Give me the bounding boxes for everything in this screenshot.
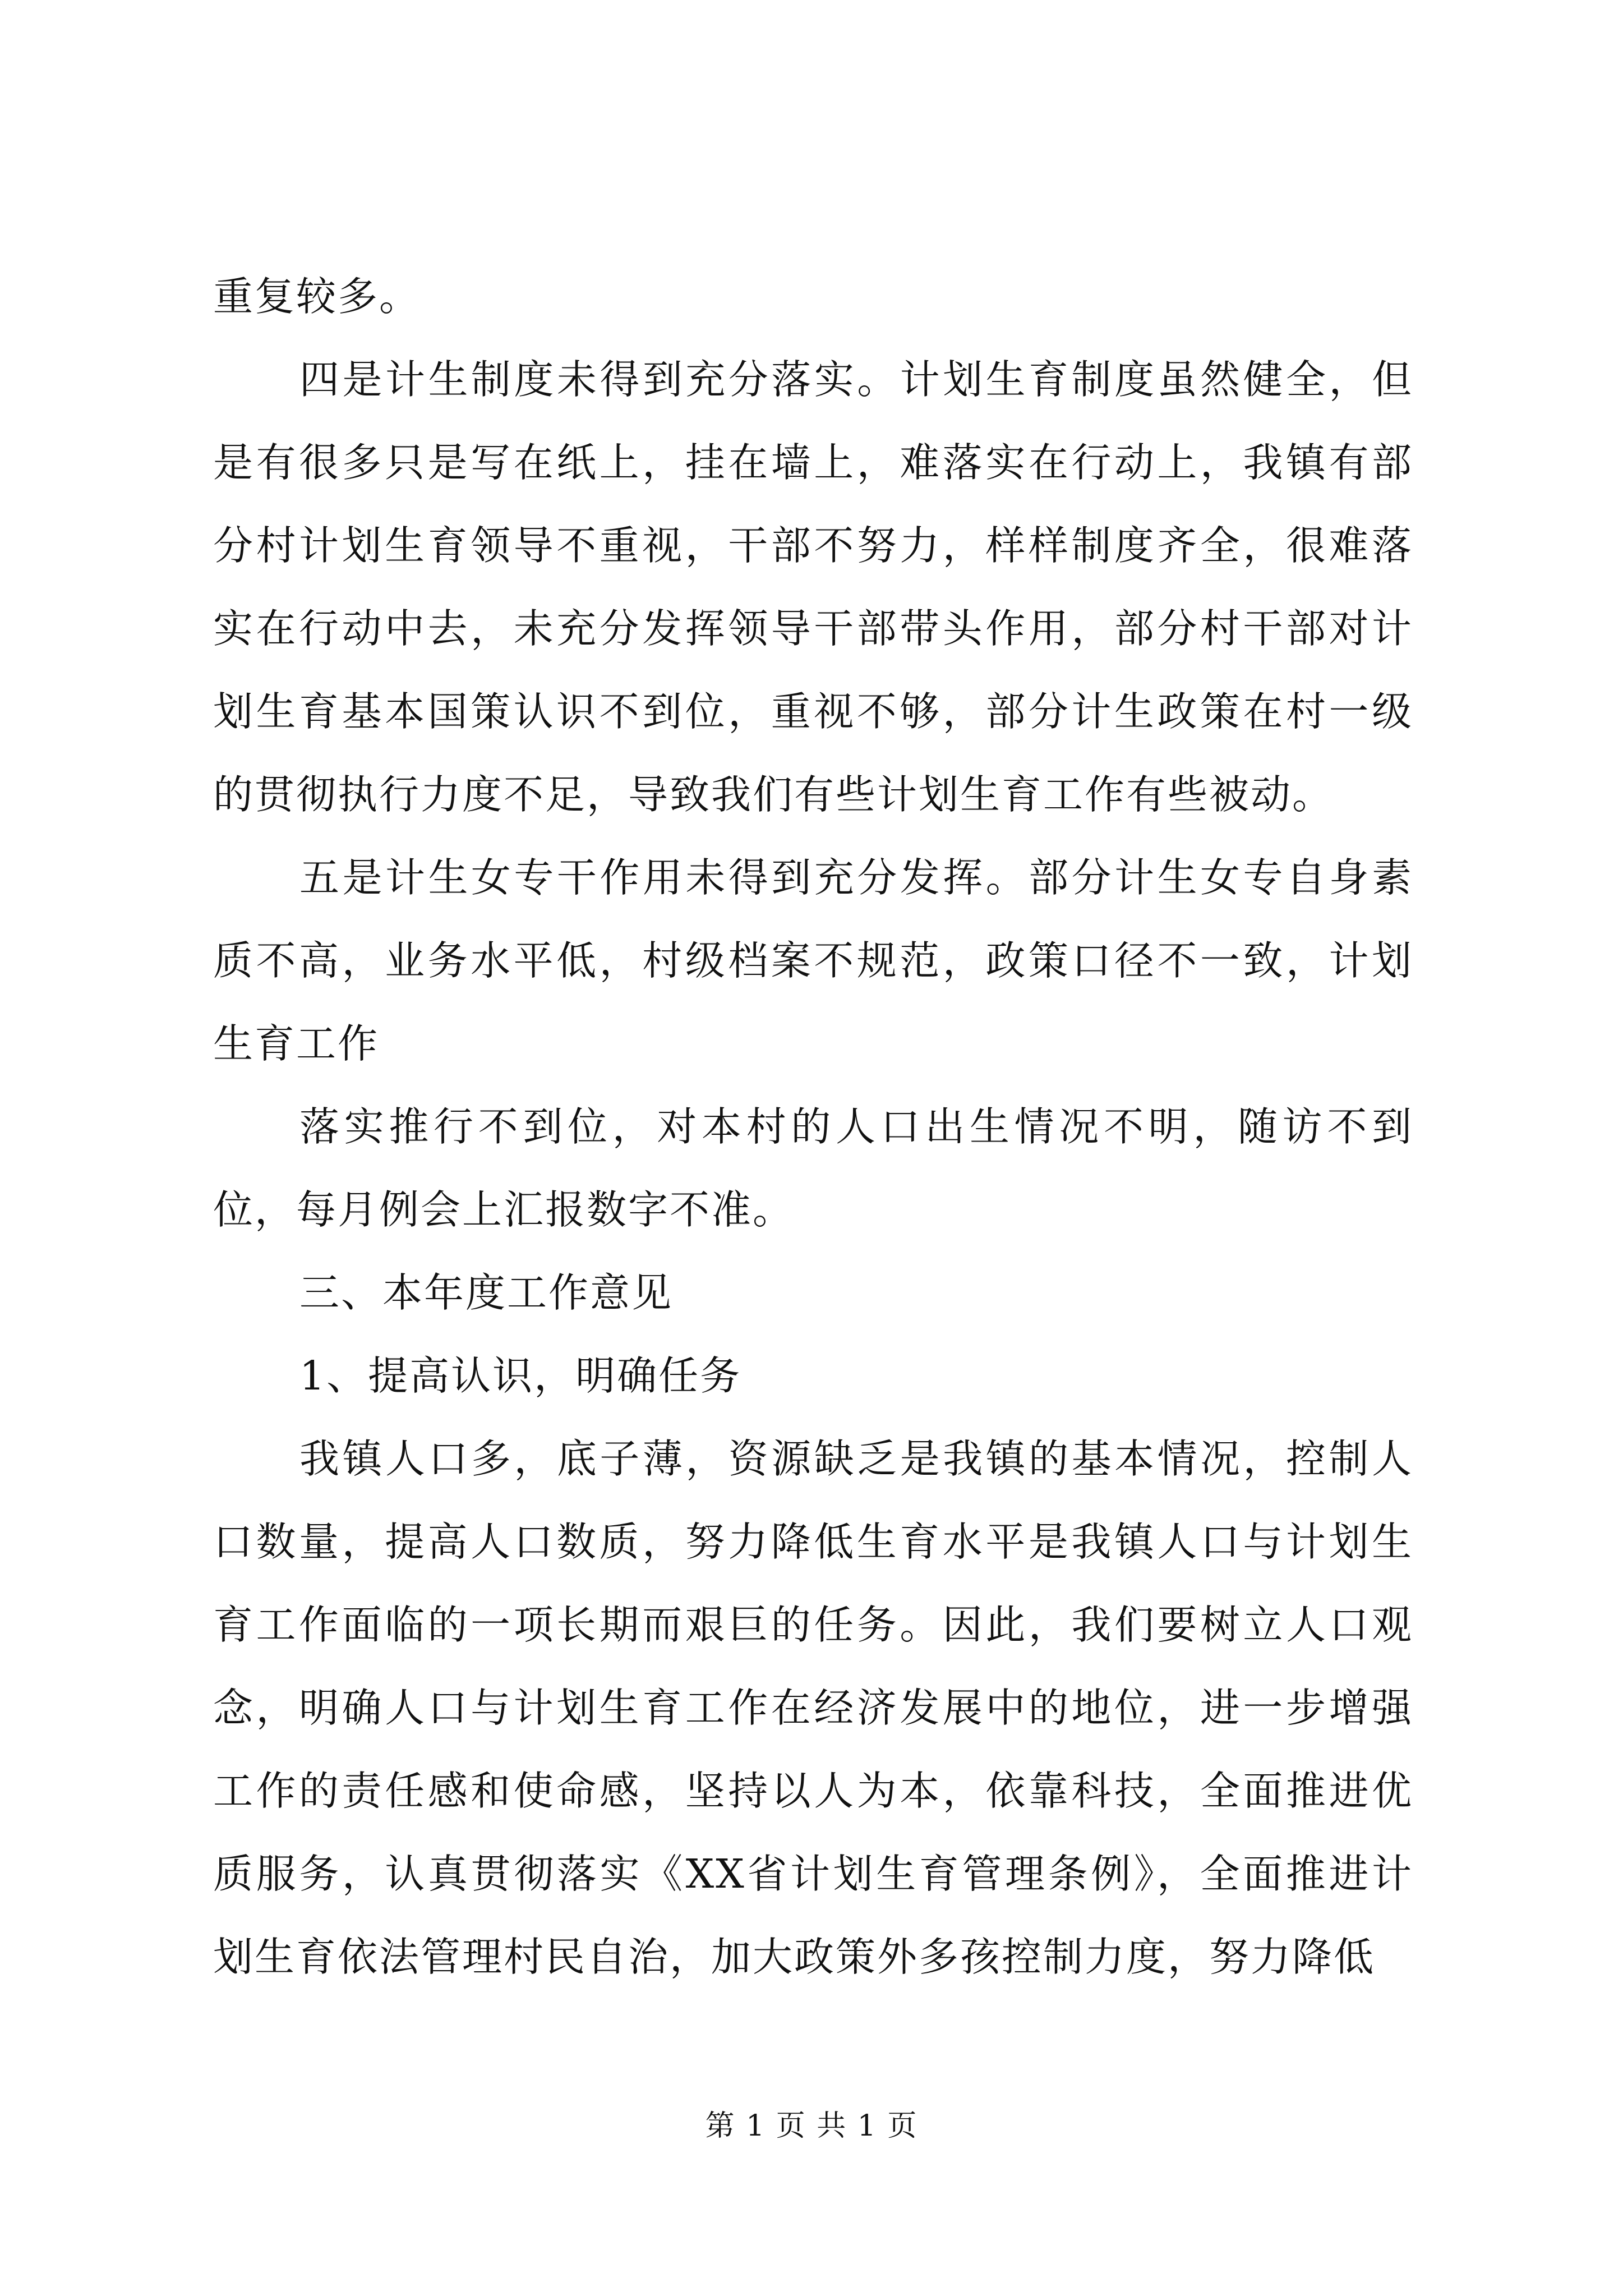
paragraph-point-five: 五是计生女专干作用未得到充分发挥。部分计生女专自身素质不高，业务水平低，村级档案不规范，政策口径不一致，计划生育工作 xyxy=(213,854,1413,1067)
page-footer: 第 1 页 共 1 页 xyxy=(705,2109,918,2143)
paragraph-point-four: 四是计生制度未得到充分落实。计划生育制度虽然健全，但是有很多只是写在纸上，挂在墙上，难落实在行动上，我镇有部分村计划生育领导不重视，干部不努力，样样制度齐全，很难落实在行动中去，未充分发挥领导干部带头作用，部分村干部对计划生育基本国策认识不到位，重视不够，部分计生政策在村一级的贯彻执行力度不足，导致我们有些计划生育工作有些被动。 xyxy=(213,356,1413,818)
subsection-heading: 1、提高认识，明确任务 xyxy=(299,1352,742,1399)
paragraph-body: 我镇人口多，底子薄，资源缺乏是我镇的基本情况，控制人口数量，提高人口数质，努力降低生育水平是我镇人口与计划生育工作面临的一项长期而艰巨的任务。因此，我们要树立人口观念，明确人口与计划生育工作在经济发展中的地位，进一步增强工作的责任感和使命感，坚持以人为本，依靠科技，全面推进优质服务，认真贯彻落实《XX省计划生育管理条例》，全面推进计划生育依法管理村民自治，加大政策外多孩控制力度，努力降低 xyxy=(213,1435,1413,1980)
document-body xyxy=(213,255,1413,1999)
paragraph-point-five-continued: 落实推行不到位，对本村的人口出生情况不明，随访不到位，每月例会上汇报数字不准。 xyxy=(213,1103,1413,1233)
paragraph-continuation: 重复较多。 xyxy=(213,273,421,320)
section-heading: 三、本年度工作意见 xyxy=(299,1269,674,1316)
